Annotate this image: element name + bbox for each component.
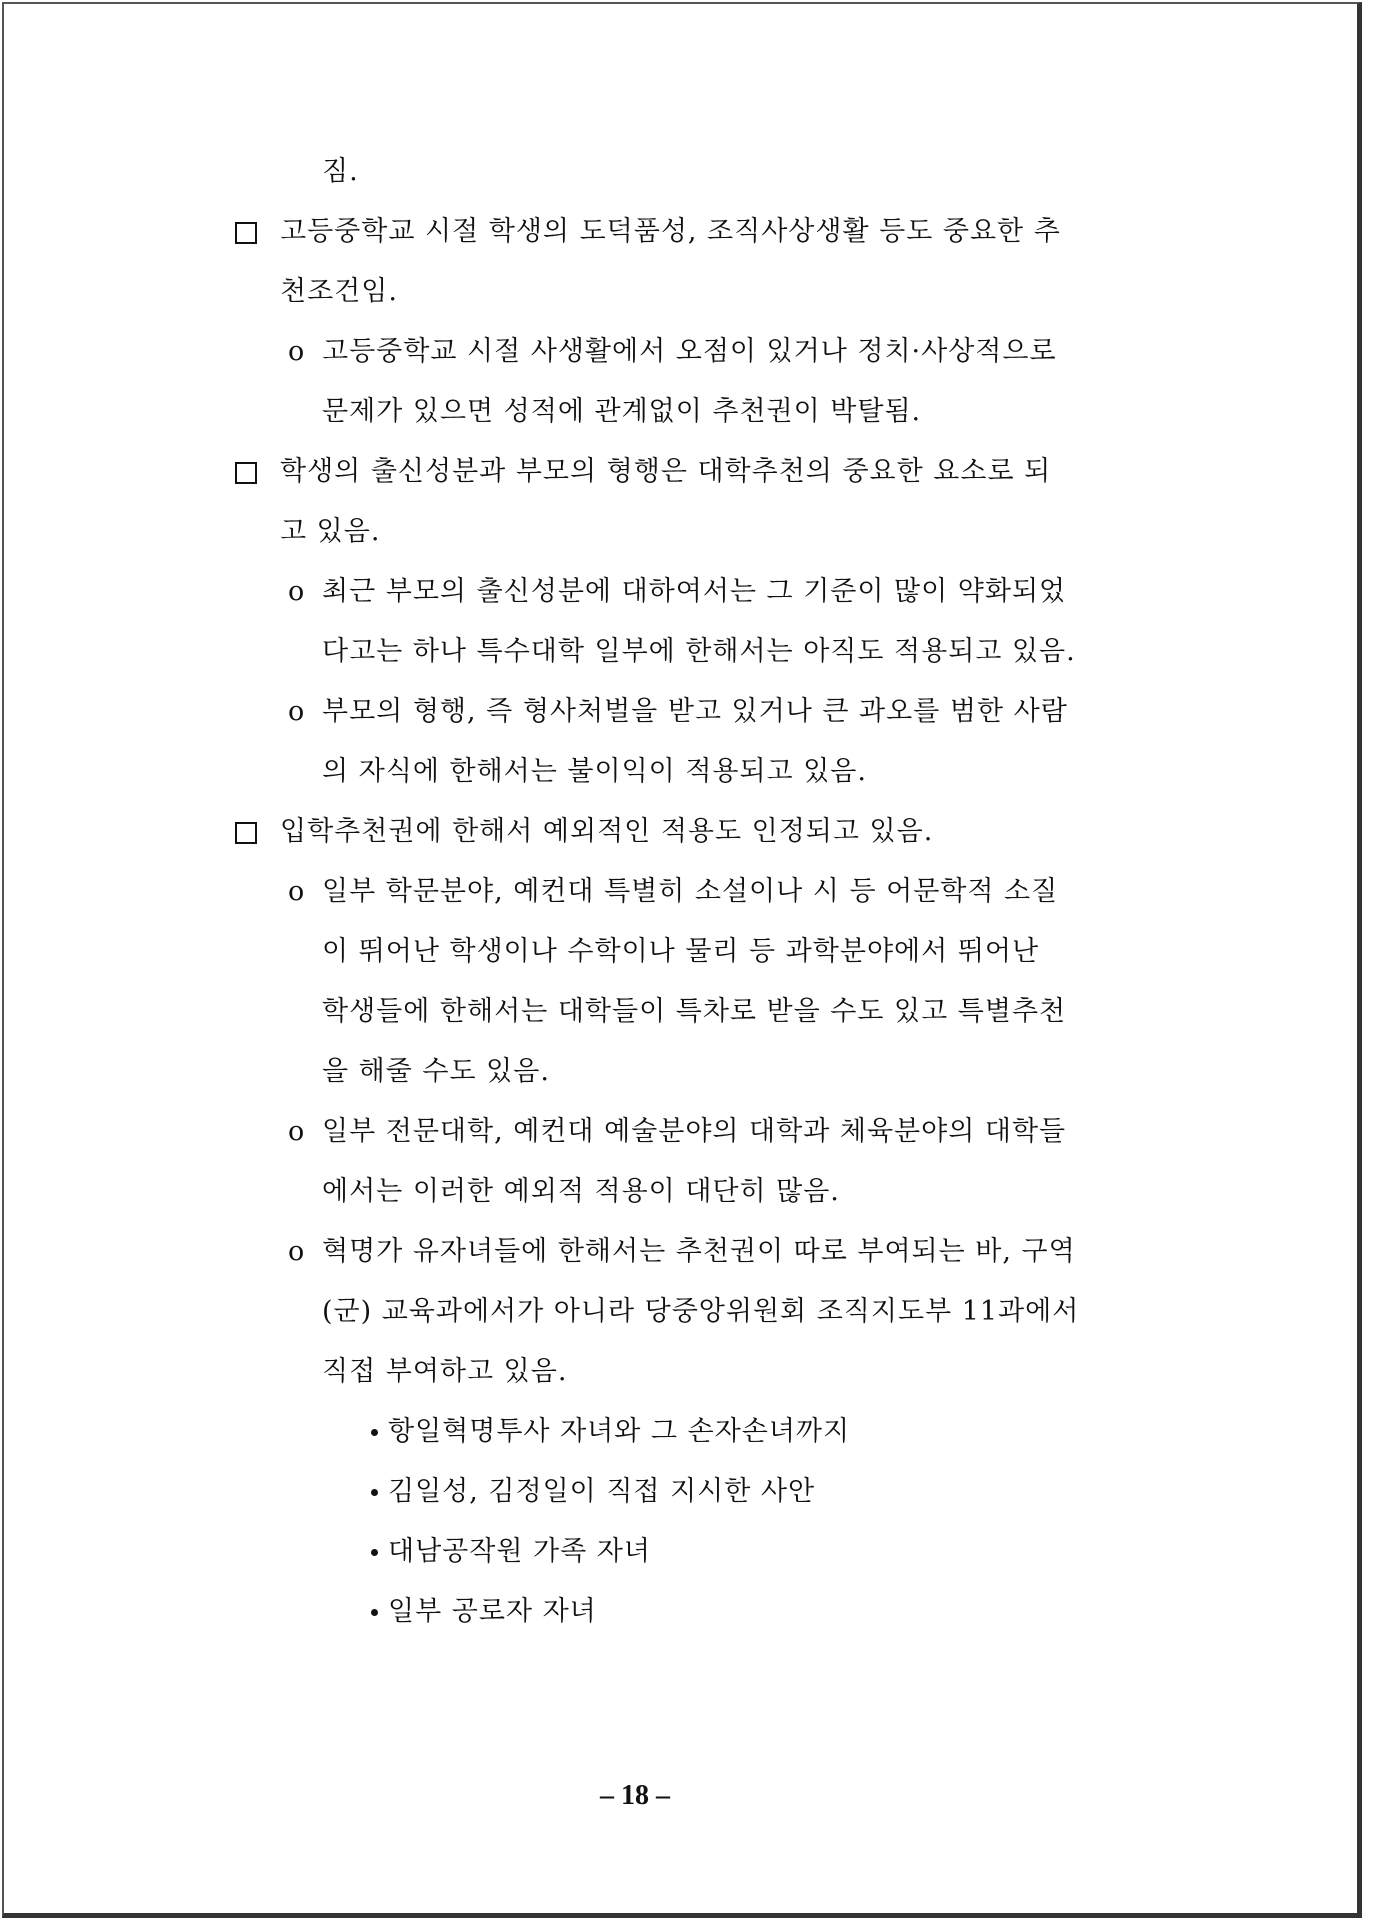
section-1-item-1-line-1: 고등중학교 시절 사생활에서 오점이 있거나 정치·사상적으로 [322, 336, 1057, 367]
item-marker: o [288, 876, 305, 907]
bullet-item-4: 일부 공로자 자녀 [388, 1596, 597, 1627]
section-3-heading-line-1: 입학추천권에 한해서 예외적인 적용도 인정되고 있음. [280, 816, 934, 847]
continuation-text: 짐. [322, 156, 359, 187]
checkbox-section-3 [235, 822, 257, 844]
bullet-dot [371, 1429, 378, 1436]
section-2-item-1-line-1: 최근 부모의 출신성분에 대하여서는 그 기준이 많이 약화되었 [322, 576, 1067, 607]
bullet-item-2: 김일성, 김정일이 직접 지시한 사안 [388, 1476, 816, 1507]
section-1-heading-line-1 [280, 215, 1120, 249]
checkbox-section-1 [235, 222, 257, 244]
item-marker: o [288, 576, 305, 607]
section-3-item-3-line-1: 혁명가 유자녀들에 한해서는 추천권이 따로 부여되는 바, 구역 [322, 1236, 1076, 1267]
checkbox-section-2 [235, 462, 257, 484]
item-marker: o [288, 1236, 305, 1267]
section-2-item-1-line-2: 다고는 하나 특수대학 일부에 한해서는 아직도 적용되고 있음. [322, 636, 1076, 667]
item-marker: o [288, 1116, 305, 1147]
section-2-item-2-line-1: 부모의 형행, 즉 형사처벌을 받고 있거나 큰 과오를 범한 사람 [322, 696, 1068, 727]
section-1-item-1-line-2: 문제가 있으면 성적에 관계없이 추천권이 박탈됨. [322, 396, 922, 427]
section-3-item-1-line-4: 을 해줄 수도 있음. [322, 1056, 550, 1087]
section-3-item-1-line-1: 일부 학문분야, 예컨대 특별히 소설이나 시 등 어문학적 소질 [322, 876, 1059, 907]
section-3-item-2-line-2: 에서는 이러한 예외적 적용이 대단히 많음. [322, 1176, 840, 1207]
bullet-dot [371, 1549, 378, 1556]
bullet-dot [371, 1609, 378, 1616]
section-1-heading-text-1: 고등중학교 시절 학생의 도덕품성, 조직사상생활 등도 중요한 추 [280, 216, 1061, 247]
item-marker: o [288, 336, 305, 367]
section-3-item-2-line-1: 일부 전문대학, 예컨대 예술분야의 대학과 체육분야의 대학들 [322, 1116, 1067, 1147]
item-marker: o [288, 696, 305, 727]
page-number: – 18 – [600, 1780, 670, 1811]
bullet-item-1: 항일혁명투사 자녀와 그 손자손녀까지 [388, 1416, 851, 1447]
section-2-heading-line-2: 고 있음. [280, 516, 381, 547]
section-3-item-3-line-2: (군) 교육과에서가 아니라 당중앙위원회 조직지도부 11과에서 [322, 1296, 1080, 1327]
bullet-item-3: 대남공작원 가족 자녀 [388, 1536, 651, 1567]
section-2-heading-line-1: 학생의 출신성분과 부모의 형행은 대학추천의 중요한 요소로 되 [280, 456, 1052, 487]
bullet-dot [371, 1489, 378, 1496]
section-3-item-1-line-2: 이 뛰어난 학생이나 수학이나 물리 등 과학분야에서 뛰어난 [322, 936, 1040, 967]
section-1-heading-line-2: 천조건임. [280, 276, 398, 307]
section-3-item-1-line-3: 학생들에 한해서는 대학들이 특차로 받을 수도 있고 특별추천 [322, 996, 1067, 1027]
section-2-item-2-line-2: 의 자식에 한해서는 불이익이 적용되고 있음. [322, 756, 867, 787]
section-3-item-3-line-3: 직접 부여하고 있음. [322, 1356, 568, 1387]
